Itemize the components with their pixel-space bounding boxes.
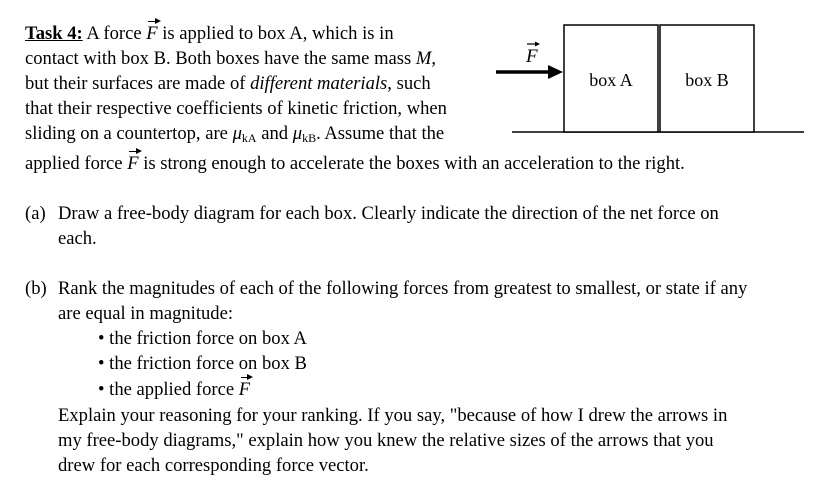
part-b-explain-1 (58, 404, 727, 428)
boxes-diagram (490, 20, 806, 138)
intro-text: is strong enough to accelerate the boxes with an acceleration to the right. (138, 153, 685, 174)
part-b-text: are equal in magnitude: (58, 303, 234, 324)
list-item (98, 352, 307, 376)
part-b-text-1 (58, 277, 747, 301)
list-item-text: the friction force on box B (109, 353, 307, 374)
force-label: F (526, 46, 538, 67)
part-a-line-1 (25, 202, 46, 226)
task-intro-line-4 (25, 97, 447, 121)
force-vector-symbol: F (146, 23, 158, 44)
intro-text: , such (387, 73, 431, 94)
force-vector-symbol: F (238, 379, 251, 400)
part-b-text: Rank the magnitudes of each of the following forces from greatest to smallest, or state if any (58, 278, 748, 299)
intro-text: and (256, 123, 293, 144)
part-b-line-1 (25, 277, 47, 301)
intro-text: , (431, 48, 437, 69)
mu-symbol: μ (292, 123, 303, 144)
mu-subscript-a: kA (241, 131, 257, 145)
part-a-text-2 (58, 227, 97, 251)
intro-text: A force (82, 23, 147, 44)
applied-force-arrow-head (548, 65, 563, 79)
list-item-text: the friction force on box A (109, 328, 307, 349)
task-intro-line-5 (25, 122, 444, 150)
list-item (98, 378, 250, 402)
part-a-text-1 (58, 202, 719, 226)
intro-text: sliding on a countertop, are (25, 123, 233, 144)
bullet-icon: • (98, 353, 105, 374)
list-item-text: the applied force (109, 379, 239, 400)
part-b-label: (b) (25, 278, 47, 299)
task-intro-line-3 (25, 72, 431, 96)
mu-symbol: μ (232, 123, 242, 144)
force-vector-symbol: F (127, 153, 139, 174)
bullet-icon: • (98, 379, 105, 400)
part-a-text: Draw a free-body diagram for each box. Clearly indicate the direction of the net force on (58, 203, 719, 224)
emphasis-text: different materials (250, 73, 388, 94)
force-label-group (525, 42, 540, 68)
part-b-explain-3 (58, 454, 369, 478)
mu-subscript-b: kB (302, 131, 317, 145)
intro-text: is applied to box A, which is in (157, 23, 394, 44)
part-b-text: drew for each corresponding force vector. (58, 455, 369, 476)
part-b-text: Explain your reasoning for your ranking. If you say, "because of how I drew the arrows in (58, 405, 728, 426)
part-a-label: (a) (25, 203, 46, 224)
part-a-text: each. (58, 228, 97, 249)
intro-text: applied force (25, 153, 128, 174)
part-b-text: my free-body diagrams," explain how you knew the relative sizes of the arrows that you (58, 430, 714, 451)
box-b-label: box B (685, 70, 729, 90)
bullet-icon: • (98, 328, 105, 349)
box-a-label: box A (589, 70, 633, 90)
task-intro-line-6 (25, 152, 685, 176)
intro-text: but their surfaces are made of (25, 73, 251, 94)
intro-text: that their respective coefficients of kinetic friction, when (25, 98, 447, 119)
task-intro-line-1 (25, 22, 394, 46)
task-intro-line-2 (25, 47, 436, 71)
part-b-text-2 (58, 302, 233, 326)
list-item (98, 327, 307, 351)
mass-symbol: M (415, 48, 432, 69)
intro-text: contact with box B. Both boxes have the same mass (25, 48, 416, 69)
task-label: Task 4: (25, 23, 83, 44)
part-b-explain-2 (58, 429, 714, 453)
intro-text: . Assume that the (316, 123, 445, 144)
